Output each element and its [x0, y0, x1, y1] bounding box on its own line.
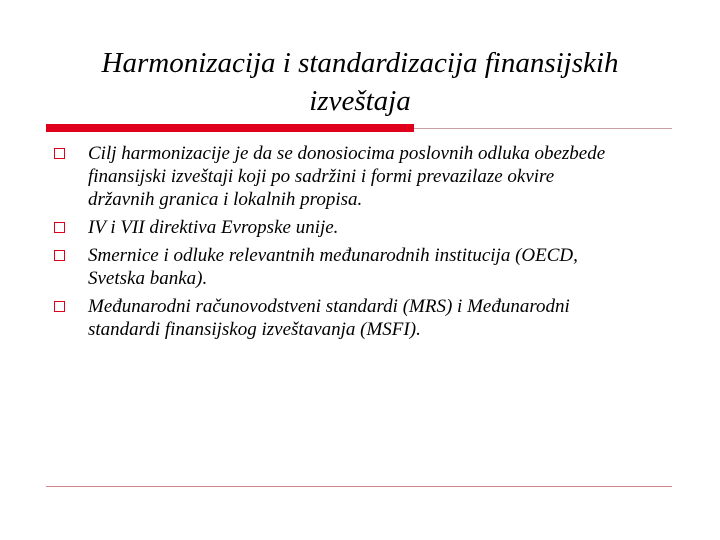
bullet-text-line: standardi finansijskog izveštavanja (MSFI). — [88, 319, 421, 340]
bullet-text-line: IV i VII direktiva Evropske unije. — [88, 217, 339, 238]
slide-title — [60, 44, 660, 120]
hollow-square-bullet-icon — [54, 301, 65, 312]
bullet-text-line: državnih granica i lokalnih propisa. — [88, 189, 363, 210]
title-divider-accent-bar — [46, 124, 414, 132]
bullet-text-line: Smernice i odluke relevantnih međunarodnih institucija (OECD, — [88, 245, 578, 266]
bullet-list — [54, 142, 674, 346]
bullet-text-line: finansijski izveštaji koji po sadržini i formi prevazilaze okvire — [88, 166, 555, 187]
bullet-item-harmonization-goal — [54, 142, 674, 211]
title-divider — [46, 124, 672, 132]
slide-title-line-2: izveštaja — [309, 85, 411, 117]
hollow-square-bullet-icon — [54, 222, 65, 233]
bullet-text-line: Svetska banka). — [88, 268, 208, 289]
bullet-item-international-guidelines — [54, 244, 674, 290]
slide-title-line-1: Harmonizacija i standardizacija finansijskih — [101, 47, 619, 79]
title-divider-thin-line — [414, 128, 672, 129]
footer-divider — [46, 486, 672, 487]
bullet-text-line: Cilj harmonizacije je da se donosiocima poslovnih odluka obezbede — [88, 143, 606, 164]
hollow-square-bullet-icon — [54, 250, 65, 261]
bullet-item-accounting-standards — [54, 295, 674, 341]
bullet-item-eu-directives — [54, 216, 674, 239]
bullet-text-line: Međunarodni računovodstveni standardi (MRS) i Međunarodni — [88, 296, 570, 317]
hollow-square-bullet-icon — [54, 148, 65, 159]
